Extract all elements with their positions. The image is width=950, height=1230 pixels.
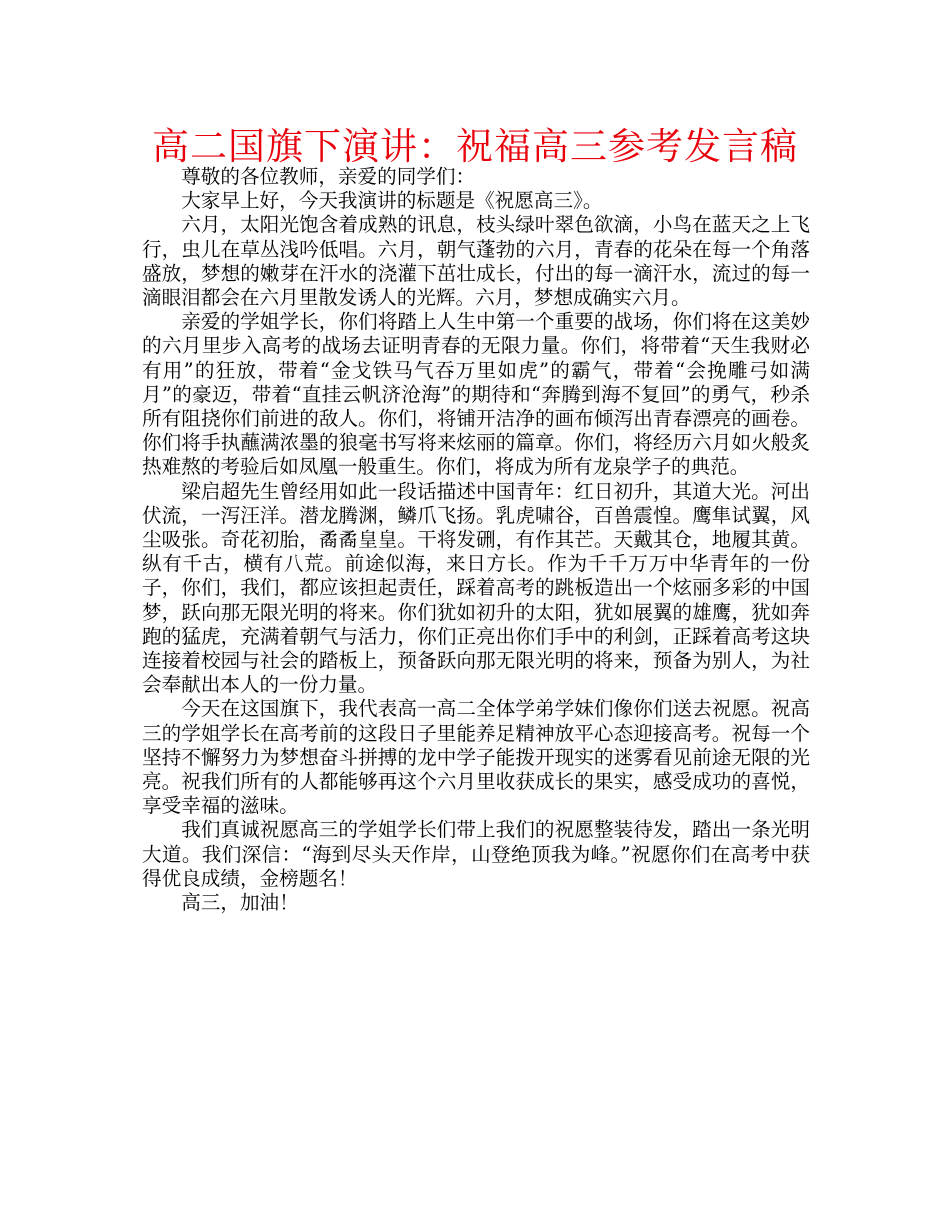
closing-paragraph: 高三，加油！ <box>181 891 299 915</box>
wishes-paragraph: 今天在这国旗下，我代表高一高二全体学弟学妹们像你们送去祝愿。祝高三的学姐学长在高考前的这段日子里能养足精神放平心态迎接高考。祝每一个坚持不懈努力为梦想奋斗拼搏的龙中学子能拨开现实的迷雾看见前途无限的光亮。祝我们所有的人都能够再这个六月里收获成长的果实，感受成功的喜悦，享受幸福的滋味。 <box>142 697 810 818</box>
greeting-paragraph: 尊敬的各位教师，亲爱的同学们： <box>181 165 476 188</box>
blessing-paragraph: 我们真诚祝愿高三的学姐学长们带上我们的祝愿整装待发，踏出一条光明大道。我们深信：“海到尽头天作岸，山登绝顶我为峰。”祝愿你们在高考中获得优良成绩，金榜题名！ <box>142 818 810 890</box>
opening-paragraph: 大家早上好，今天我演讲的标题是《祝愿高三》。 <box>181 189 603 213</box>
document-body <box>142 165 810 915</box>
liang-qichao-paragraph: 梁启超先生曾经用如此一段话描述中国青年：红日初升，其道大光。河出伏流，一泻汪洋。潜龙腾渊，鳞爪飞扬。乳虎啸谷，百兽震惶。鹰隼试翼，风尘吸张。奇花初胎，矞矞皇皇。干将发硎，有作其芒。天戴其仓，地履其黄。纵有千古，横有八荒。前途似海，来日方长。作为千千万万中华青年的一份子，你们，我们，都应该担起责任，踩着高考的跳板造出一个炫丽多彩的中国梦，跃向那无限光明的将来。你们犹如初升的太阳，犹如展翼的雄鹰，犹如奔跑的猛虎，充满着朝气与活力，你们正亮出你们手中的利剑，正踩着高考这块连接着校园与社会的踏板上，预备跃向那无限光明的将来，预备为别人，为社会奉献出本人的一份力量。 <box>142 479 810 697</box>
june-paragraph: 六月，太阳光饱含着成熟的讯息，枝头绿叶翠色欲滴，小鸟在蓝天之上飞行，虫儿在草丛浅吟低唱。六月，朝气蓬勃的六月，青春的花朵在每一个角落盛放，梦想的嫩芽在汗水的浇灌下茁壮成长，付出的每一滴汗水，流过的每一滴眼泪都会在六月里散发诱人的光辉。六月，梦想成确实六月。 <box>142 213 810 310</box>
seniors-paragraph: 亲爱的学姐学长，你们将踏上人生中第一个重要的战场，你们将在这美妙的六月里步入高考的战场去证明青春的无限力量。你们，将带着“天生我财必有用”的狂放，带着“金戈铁马气吞万里如虎”的霸气，带着“会挽雕弓如满月”的豪迈，带着“直挂云帆济沧海”的期待和“奔腾到海不复回”的勇气，秒杀所有阻挠你们前进的敌人。你们，将铺开洁净的画布倾泻出青春漂亮的画卷。你们将手执蘸满浓墨的狼毫书写将来炫丽的篇章。你们，将经历六月如火般炙热难熬的考验后如凤凰一般重生。你们，将成为所有龙泉学子的典范。 <box>142 310 810 479</box>
document-title: 高二国旗下演讲：祝福高三参考发言稿 <box>152 125 798 168</box>
